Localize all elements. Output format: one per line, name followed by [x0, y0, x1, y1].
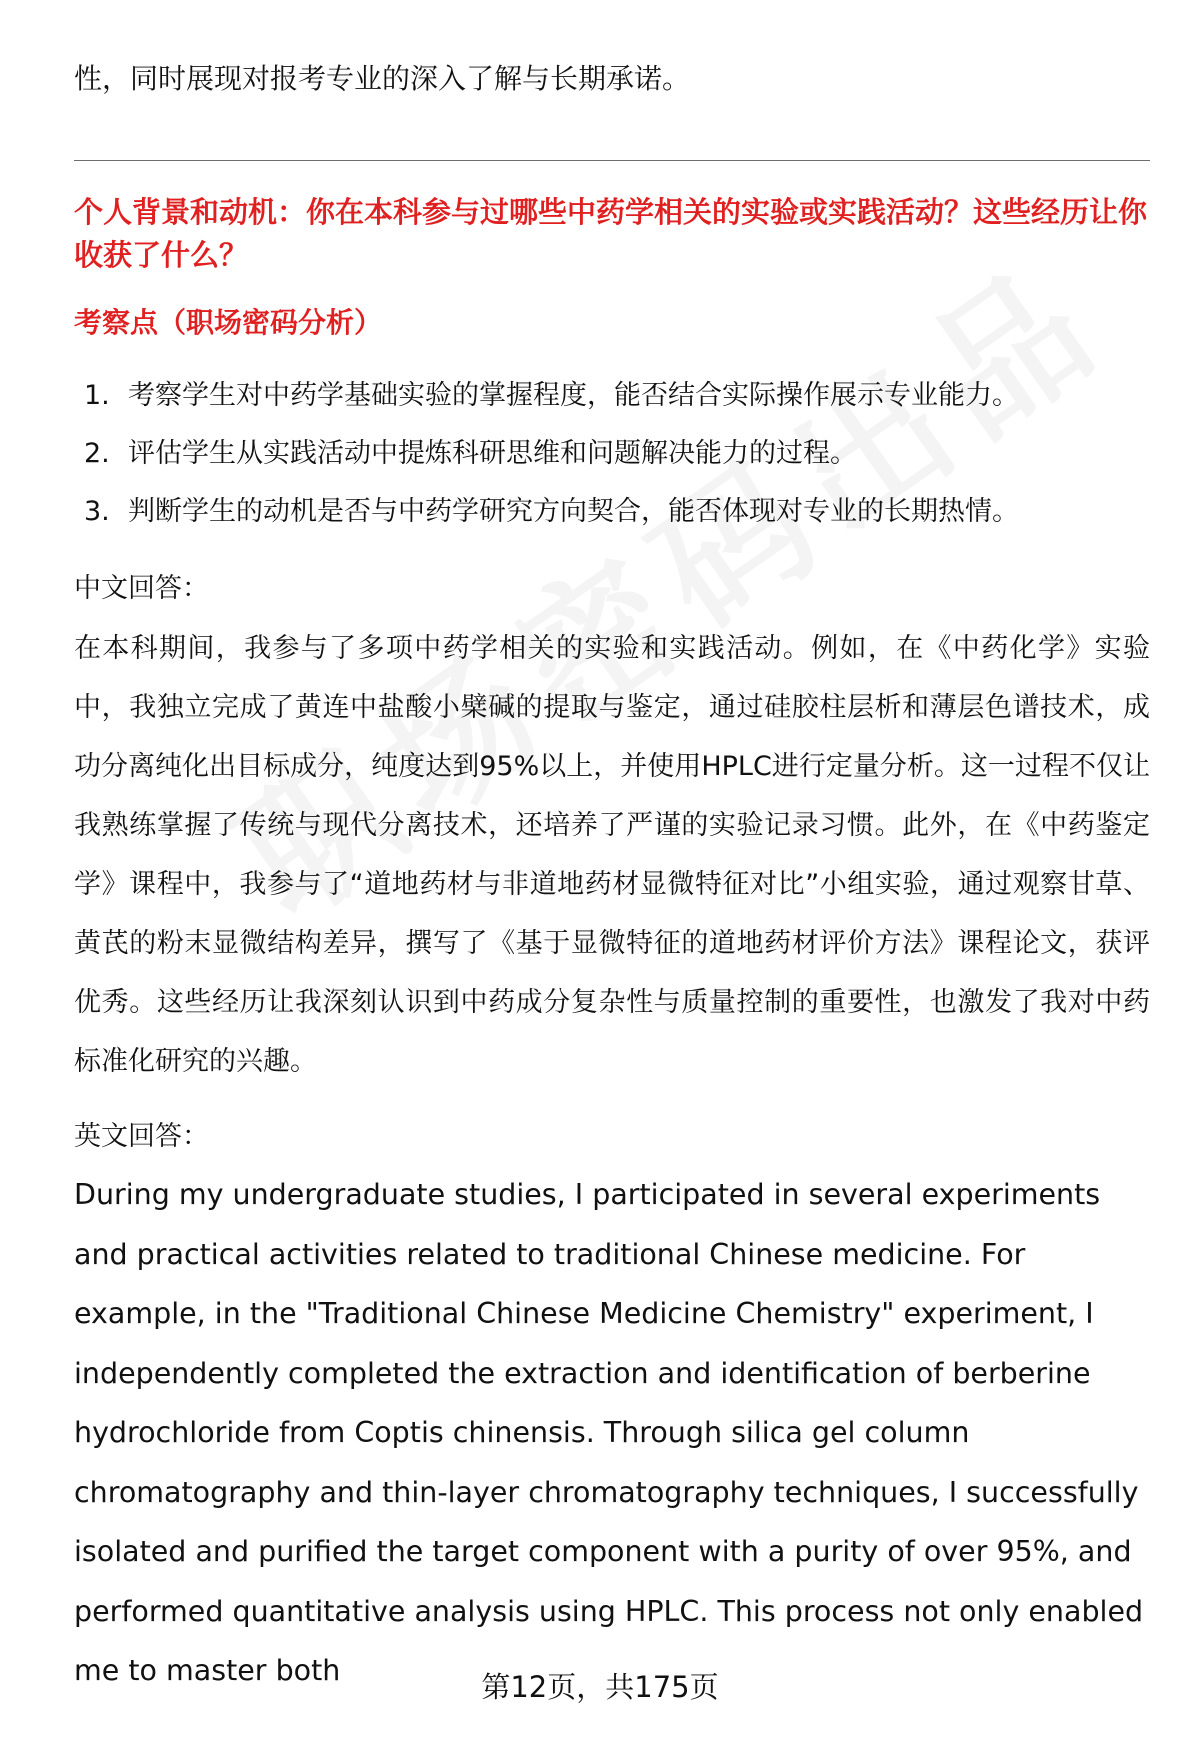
- analysis-point: [74, 483, 1150, 541]
- section-divider: [74, 160, 1150, 161]
- point-number: 2.: [84, 438, 110, 469]
- analysis-point: [74, 367, 1150, 425]
- english-answer-text: During my undergraduate studies, I participated in several experiments and practical activities related to traditional Chinese medicine. For example, in the "Traditional Chinese Medicine Chemistry" experiment, I independently completed the extraction and identification of berberine hydrochloride from Coptis chinensis. Through silica gel column chromatography and thin-layer chromatography techniques, I successfully isolated and purified the target component with a purity of over 95%, and performed quantitative analysis using HPLC. This process not only enabled me to master both: [74, 1178, 1144, 1687]
- analysis-points-list: [74, 367, 1150, 541]
- point-number: 3.: [84, 496, 110, 527]
- point-text: 评估学生从实践活动中提炼科研思维和问题解决能力的过程。: [128, 438, 857, 469]
- chinese-answer-label: 中文回答：: [74, 573, 209, 604]
- point-number: 1.: [84, 380, 110, 411]
- point-text: 判断学生的动机是否与中药学研究方向契合，能否体现对专业的长期热情。: [128, 496, 1019, 527]
- intro-tail-text: 性，同时展现对报考专业的深入了解与长期承诺。: [74, 62, 691, 95]
- page-number-footer: 第12页，共175页: [481, 1670, 719, 1704]
- analysis-point: [74, 425, 1150, 483]
- analysis-heading: 考察点（职场密码分析）: [74, 306, 383, 339]
- question-heading: 个人背景和动机：你在本科参与过哪些中药学相关的实验或实践活动？这些经历让你收获了什么？: [74, 195, 1148, 272]
- point-text: 考察学生对中药学基础实验的掌握程度，能否结合实际操作展示专业能力。: [128, 380, 1019, 411]
- english-answer-label: 英文回答：: [74, 1121, 209, 1152]
- page-content: [74, 56, 1150, 1701]
- chinese-answer-text: 在本科期间，我参与了多项中药学相关的实验和实践活动。例如，在《中药化学》实验中，我独立完成了黄连中盐酸小檗碱的提取与鉴定，通过硅胶柱层析和薄层色谱技术，成功分离纯化出目标成分，纯度达到95%以上，并使用HPLC进行定量分析。这一过程不仅让我熟练掌握了传统与现代分离技术，还培养了严谨的实验记录习惯。此外，在《中药鉴定学》课程中，我参与了“道地药材与非道地药材显微特征对比”小组实验，通过观察甘草、黄芪的粉末显微结构差异，撰写了《基于显微特征的道地药材评价方法》课程论文，获评优秀。这些经历让我深刻认识到中药成分复杂性与质量控制的重要性，也激发了我对中药标准化研究的兴趣。: [74, 633, 1150, 1077]
